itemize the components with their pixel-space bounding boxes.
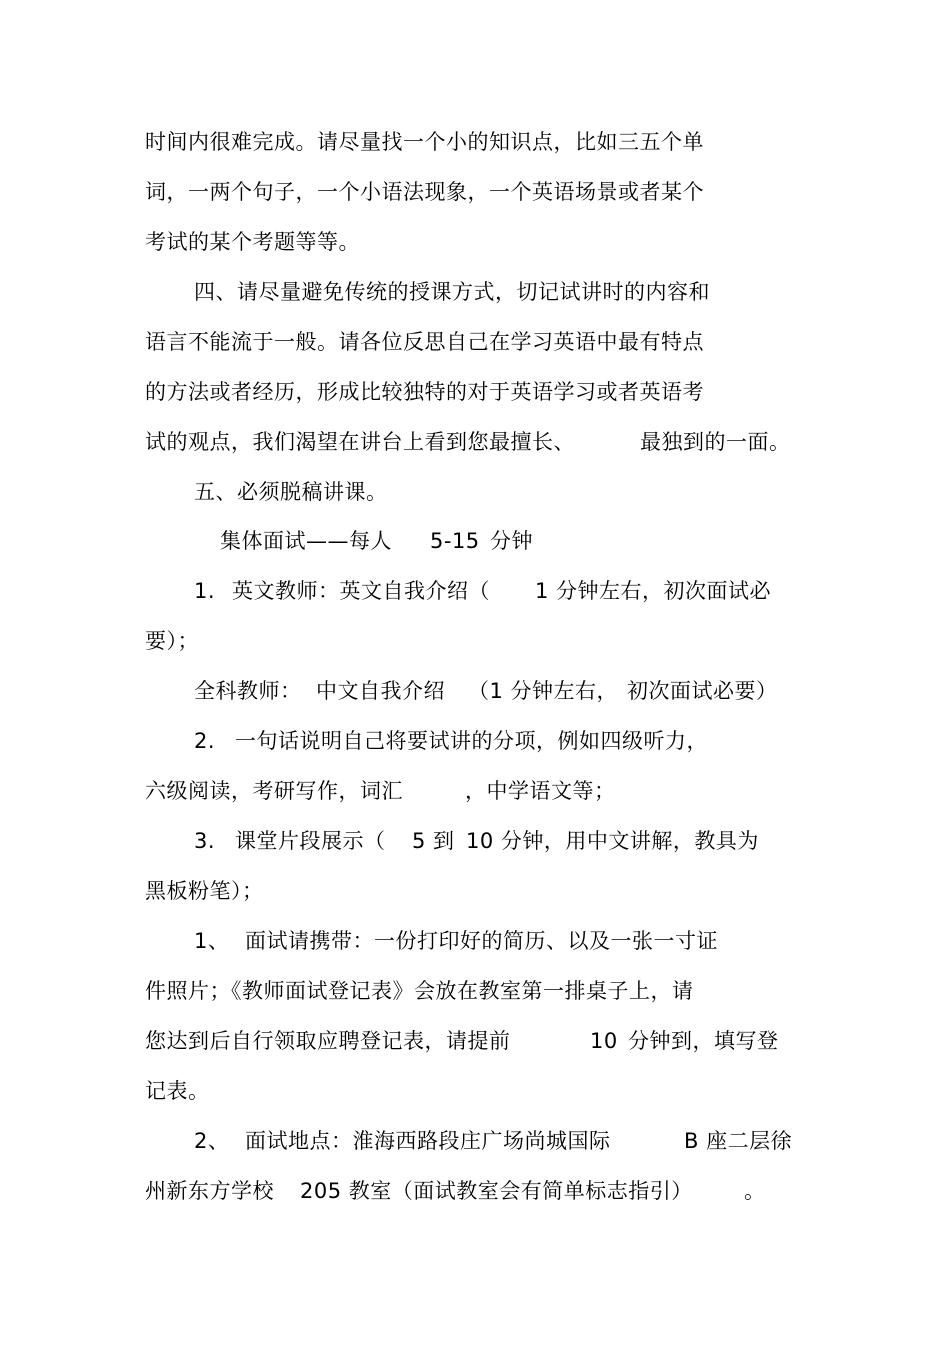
- text-line: 黑板粉笔）；: [145, 879, 264, 903]
- text-line: （1 分钟左右，: [468, 679, 619, 703]
- text-line: 时间内很难完成。请尽量找一个小的知识点，比如三五个单: [145, 130, 704, 154]
- section-heading: 分钟: [490, 529, 533, 553]
- text-line: 中文自我介绍: [316, 679, 445, 703]
- text-line: 面试地点：淮海西路段庄广场尚城国际: [245, 1129, 611, 1153]
- text-line: 您达到后自行领取应聘登记表，请提前: [145, 1029, 511, 1053]
- text-line: 词，一两个句子，一个小语法现象，一个英语场景或者某个: [145, 180, 704, 204]
- text-line: 课堂片段展示（: [235, 829, 386, 853]
- text-line: 205 教室（面试教室会有简单标志指引）: [300, 1179, 693, 1203]
- text-line: 英文教师：英文自我介绍（: [232, 579, 490, 603]
- text-line: 5 到: [412, 829, 455, 853]
- list-number: 2.: [194, 729, 216, 753]
- text-line: 1 分钟左右，初次面试必: [535, 579, 772, 603]
- text-line: 记表。: [145, 1079, 210, 1103]
- list-number: 2、: [194, 1129, 230, 1153]
- list-number: 1、: [194, 929, 230, 953]
- section-heading: 5-15: [430, 529, 480, 553]
- text-line: 的方法或者经历，形成比较独特的对于英语学习或者英语考: [145, 380, 704, 404]
- text-line: 。: [744, 1179, 766, 1203]
- text-line: 分钟到，填写登: [628, 1029, 779, 1053]
- section-heading: 集体面试——每人: [220, 529, 392, 553]
- text-line: 试的观点，我们渴望在讲台上看到您最擅长、: [145, 430, 575, 454]
- text-line: 州新东方学校: [145, 1179, 274, 1203]
- text-line: 10 分钟，用中文讲解，教具为: [466, 829, 759, 853]
- text-line: 要）；: [145, 629, 199, 653]
- text-line: B 座二层徐: [684, 1129, 793, 1153]
- text-line: 最独到的一面。: [640, 430, 791, 454]
- list-number: 3.: [194, 829, 216, 853]
- text-line: ，中学语文等；: [465, 779, 616, 803]
- text-line: 面试请携带：一份打印好的简历、以及一张一寸证: [245, 929, 718, 953]
- text-line: 全科教师：: [194, 679, 302, 703]
- text-line: 件照片；《教师面试登记表》会放在教室第一排桌子上，请: [145, 979, 694, 1003]
- text-line: 10: [590, 1029, 618, 1053]
- text-line: 初次面试必要）: [627, 679, 778, 703]
- text-line: 六级阅读，考研写作，词汇: [145, 779, 403, 803]
- text-line: 语言不能流于一般。请各位反思自己在学习英语中最有特点: [145, 330, 704, 354]
- text-line: 考试的某个考题等等。: [145, 230, 360, 254]
- list-number: 1.: [194, 579, 216, 603]
- text-line: 五、必须脱稿讲课。: [194, 480, 388, 504]
- text-line: 四、请尽量避免传统的授课方式，切记试讲时的内容和: [194, 280, 710, 304]
- text-line: 一句话说明自己将要试讲的分项，例如四级听力，: [235, 729, 708, 753]
